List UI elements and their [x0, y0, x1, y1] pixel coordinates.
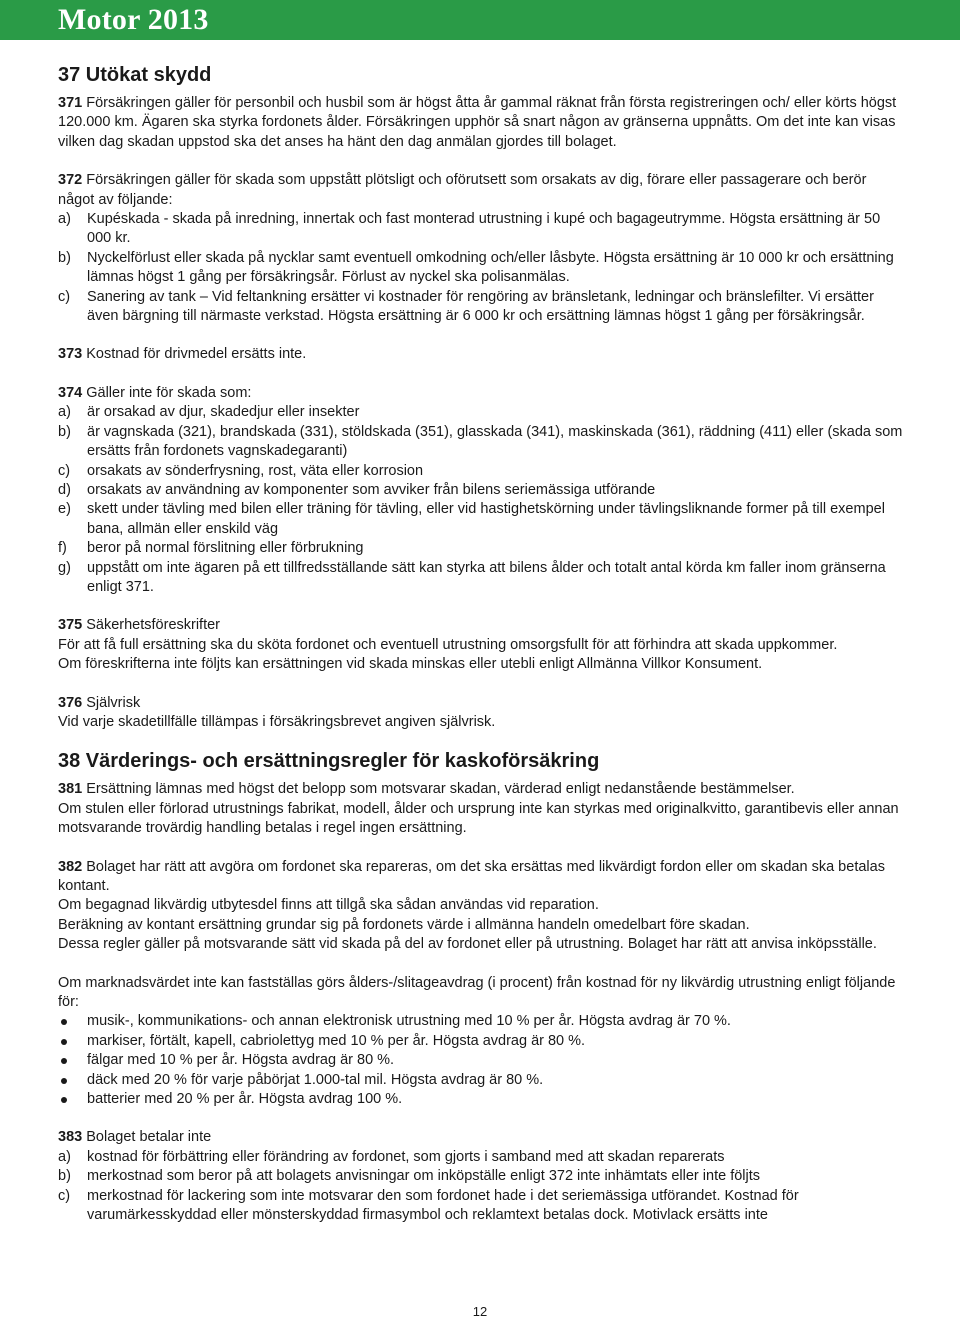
bullet-item: fälgar med 10 % per år. Högsta avdrag är 80 %.: [58, 1051, 903, 1070]
list-item: c) orsakats av sönderfrysning, rost, väta eller korrosion: [58, 462, 424, 479]
bullet-item: batterier med 20 % per år. Högsta avdrag 100 %.: [58, 1090, 903, 1109]
bullet-item: däck med 20 % för varje påbörjat 1.000-tal mil. Högsta avdrag är 80 %.: [58, 1071, 903, 1090]
clause-text: Försäkringen gäller för skada som uppstått plötsligt och oförutsett som orsakats av dig, förare eller passagerare och berör något av följande:: [58, 172, 867, 208]
list-item: a) kostnad för förbättring eller förändring av fordonet, som gjorts i samband med att skadan reparerats: [58, 1148, 725, 1165]
list-item: b) merkostnad som beror på att bolagets anvisningar om inköpställe enligt 372 inte inhämtats eller inte följts: [58, 1168, 761, 1185]
clause-376-title: [58, 694, 903, 713]
bullet-item: markiser, förtält, kapell, cabriolettyg med 10 % per år. Högsta avdrag är 80 %.: [58, 1032, 903, 1051]
list-item: a) är orsakad av djur, skadedjur eller insekter: [58, 404, 360, 421]
clause-373: [58, 345, 903, 364]
clause-372-list: [58, 210, 903, 326]
clause-text: Bolaget har rätt att avgöra om fordonet ska repareras, om det ska ersättas med likvärdigt fordon eller om skadan ska betalas kontant.: [58, 858, 885, 894]
clause-number: 382: [58, 858, 83, 875]
clause-text: Säkerhetsföreskrifter: [82, 617, 221, 634]
clause-374: [58, 384, 903, 403]
list-item: b) Nyckelförlust eller skada på nycklar samt eventuell omkodning och/eller låsbyte. Högsta ersättning är 10 000 kr och ersättning lämnas högst 1 gång per försäkringsår. Förlust av nyckel ska polisanmälas.: [58, 249, 894, 286]
clause-text: Gäller inte för skada som:: [82, 384, 252, 401]
clause-number: 372: [58, 172, 83, 189]
list-item: a) Kupéskada - skada på inredning, innertak och fast monterad utrustning i kupé och bagageutrymme. Högsta ersättning är 50 000 kr.: [58, 211, 881, 247]
bullet-icon: [58, 1090, 87, 1109]
list-item: c) merkostnad för lackering som inte motsvarar den som fordonet hade i det seriemässiga utförandet. Kostnad för varumärkesskyddad eller mönsterskyddad firmasymbol och reklamtext betalas dock. Motivlack ersätts inte: [58, 1187, 799, 1224]
clause-371: [58, 94, 903, 152]
list-item: b) är vagnskada (321), brandskada (331), stöldskada (351), glasskada (341), maskinskada (361), räddning (411) eller (skada som ersätts från fordonets vagnskadegaranti): [58, 423, 903, 460]
clause-375-text: För att få full ersättning ska du sköta fordonet och eventuell utrustning omsorgsfullt för att förhindra att skada uppkommer.: [58, 636, 838, 653]
clause-374-list: [58, 403, 903, 597]
clause-382-text: Dessa regler gäller på motsvarande sätt vid skada på del av fordonet eller på utrustning. Bolaget har rätt att anvisa inköpsställe.: [58, 936, 877, 953]
document-title: Motor 2013: [58, 3, 209, 36]
clause-text: Ersättning lämnas med högst det belopp som motsvarar skadan, värderad enligt nedanstående bestämmelser.: [82, 781, 795, 798]
list-item: c) Sanering av tank – Vid feltankning ersätter vi kostnader för rengöring av bränsletank, ledningar och bränslefilter. Vi ersätter även bärgning till närmaste verkstad. Högsta ersättning är 6 000 kr och ersättning lämnas högst 1 gång per försäkringsår.: [58, 288, 874, 325]
clause-number: 376: [58, 694, 83, 711]
clause-text: Kostnad för drivmedel ersätts inte.: [82, 346, 307, 363]
bullet-icon: [58, 1051, 87, 1070]
section-38-heading: 38 Värderings- och ersättningsregler för kaskoförsäkring: [58, 750, 600, 773]
clause-375-title: [58, 616, 903, 635]
clause-number: 373: [58, 346, 83, 363]
bullet-icon: [58, 1012, 87, 1031]
clause-number: 383: [58, 1129, 83, 1146]
list-item: d) orsakats av användning av komponenter som avviker från bilens seriemässiga utförande: [58, 481, 656, 498]
deduction-list: [58, 1012, 903, 1109]
clause-text: Försäkringen gäller för personbil och husbil som är högst åtta år gammal räknat från första registreringen och/ eller körts högst 120.000 km. Ägaren ska styrka fordonets ålder. Försäkringen upphör så snart någon av gränserna uppnåtts. Om det inte kan visas vilken dag skadan uppstod ska det anses ha hänt den dag anmälan gjordes till bolaget.: [58, 95, 897, 150]
bullet-icon: [58, 1071, 87, 1090]
clause-383-list: [58, 1148, 903, 1226]
header-bar: [0, 0, 960, 40]
clause-372: [58, 171, 903, 210]
list-item: g) uppstått om inte ägaren på ett tillfredsställande sätt kan styrka att bilens ålder och totalt antal körda km faller inom gränserna enligt 371.: [58, 559, 886, 595]
list-item: e) skett under tävling med bilen eller träning för tävling, eller vid hastighetskörning under tävlingsliknande former på till exempel bana, allmän eller enskild väg: [58, 501, 885, 537]
clause-382-text: Om begagnad likvärdig utbytesdel finns att tillgå ska sådan användas vid reparation.: [58, 897, 599, 914]
bullet-icon: [58, 1032, 87, 1051]
clause-381-text: Om stulen eller förlorad utrustnings fabrikat, modell, ålder och ursprung inte kan styrkas med originalkvitto, garantibevis eller annan motsvarande trovärdig handling betalas i regel ingen ersättning.: [58, 800, 899, 837]
clause-number: 371: [58, 95, 83, 111]
market-value-intro: Om marknadsvärdet inte kan fastställas görs ålders-/slitageavdrag (i procent) från kostnad för ny likvärdig utrustning enligt följande för:: [58, 974, 896, 1011]
clause-383: [58, 1128, 903, 1147]
clause-text: Bolaget betalar inte: [82, 1129, 212, 1146]
section-37-heading: 37 Utökat skydd: [58, 64, 212, 86]
bullet-item: musik-, kommunikations- och annan elektronisk utrustning med 10 % per år. Högsta avdrag är 70 %.: [58, 1012, 903, 1031]
clause-382: [58, 858, 903, 897]
list-item: f) beror på normal förslitning eller förbrukning: [58, 540, 364, 557]
clause-375-text: Om föreskrifterna inte följts kan ersättningen vid skada minskas eller utebli enligt Allmänna Villkor Konsument.: [58, 656, 763, 673]
clause-number: 374: [58, 384, 83, 401]
page-content: [58, 62, 903, 1226]
clause-text: Självrisk: [82, 694, 141, 711]
clause-number: 375: [58, 617, 83, 634]
page-number: 12: [472, 1304, 488, 1319]
clause-381: [58, 780, 903, 799]
clause-number: 381: [58, 781, 83, 798]
clause-382-text: Beräkning av kontant ersättning grundar sig på fordonets värde i allmänna handeln omedelbart före skadan.: [58, 916, 750, 933]
clause-376-text: Vid varje skadetillfälle tillämpas i försäkringsbrevet angiven självrisk.: [58, 713, 496, 730]
